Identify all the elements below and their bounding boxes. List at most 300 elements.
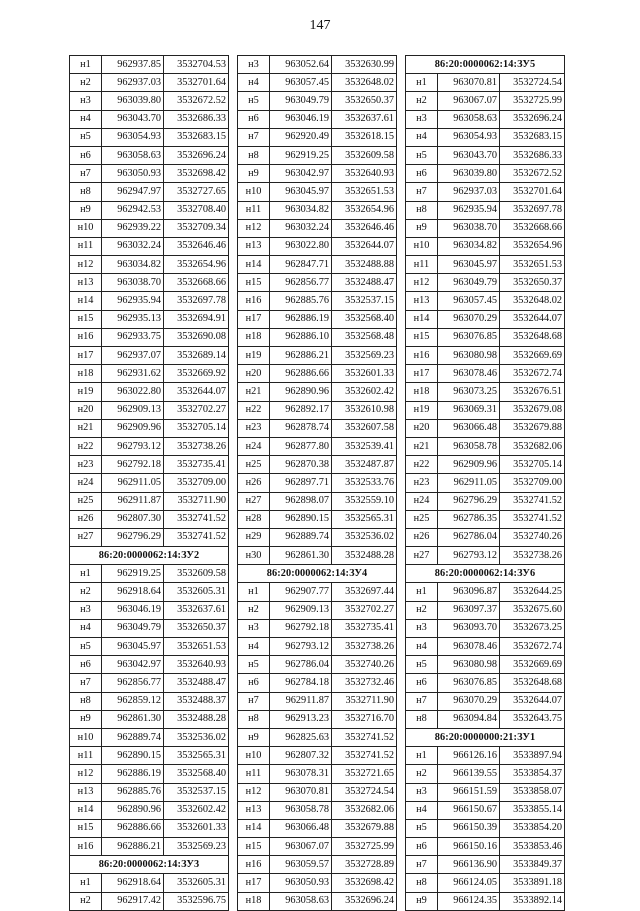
x-coordinate: 966126.16 <box>438 747 500 765</box>
point-label: н15 <box>238 274 270 292</box>
x-coordinate: 963050.93 <box>102 165 164 183</box>
point-label: н10 <box>238 183 270 201</box>
point-label: н19 <box>238 347 270 365</box>
point-label: н18 <box>238 892 270 910</box>
point-label: н6 <box>406 674 438 692</box>
x-coordinate: 962890.96 <box>102 801 164 819</box>
coordinate-row <box>70 601 229 619</box>
point-label: н13 <box>70 274 102 292</box>
coordinate-row <box>238 110 397 128</box>
coordinate-row <box>70 710 229 728</box>
x-coordinate: 963039.80 <box>102 92 164 110</box>
parcel-header-row <box>70 856 229 874</box>
x-coordinate: 963054.93 <box>438 128 500 146</box>
x-coordinate: 962793.12 <box>270 638 332 656</box>
point-label: н9 <box>70 710 102 728</box>
point-label: н9 <box>406 892 438 910</box>
x-coordinate: 963038.70 <box>102 274 164 292</box>
coordinate-row <box>406 274 565 292</box>
y-coordinate: 3532651.53 <box>332 183 397 201</box>
x-coordinate: 963057.45 <box>270 74 332 92</box>
x-coordinate: 962913.23 <box>270 710 332 728</box>
y-coordinate: 3532711.90 <box>332 692 397 710</box>
x-coordinate: 962907.77 <box>270 583 332 601</box>
point-label: н5 <box>70 638 102 656</box>
coordinate-row <box>406 583 565 601</box>
coordinate-row <box>406 365 565 383</box>
y-coordinate: 3532644.25 <box>500 583 565 601</box>
y-coordinate: 3533858.07 <box>500 783 565 801</box>
coordinate-row <box>406 656 565 674</box>
point-label: н7 <box>406 856 438 874</box>
x-coordinate: 962856.77 <box>102 674 164 692</box>
y-coordinate: 3532601.33 <box>332 365 397 383</box>
y-coordinate: 3532698.42 <box>164 165 229 183</box>
coordinate-row <box>406 838 565 856</box>
y-coordinate: 3532654.96 <box>332 201 397 219</box>
point-label: н10 <box>238 747 270 765</box>
coordinate-row <box>406 819 565 837</box>
coordinate-row <box>238 56 397 74</box>
x-coordinate: 963096.87 <box>438 583 500 601</box>
coordinate-row <box>238 728 397 746</box>
y-coordinate: 3532725.99 <box>500 92 565 110</box>
x-coordinate: 962807.32 <box>270 747 332 765</box>
x-coordinate: 963045.97 <box>438 256 500 274</box>
point-label: н22 <box>70 437 102 455</box>
coordinate-row <box>238 365 397 383</box>
y-coordinate: 3532705.14 <box>164 419 229 437</box>
coordinate-row <box>238 674 397 692</box>
coordinate-row <box>70 219 229 237</box>
coordinate-row <box>238 128 397 146</box>
x-coordinate: 962911.05 <box>438 474 500 492</box>
point-label: н20 <box>70 401 102 419</box>
y-coordinate: 3532488.47 <box>164 674 229 692</box>
point-label: н1 <box>238 583 270 601</box>
x-coordinate: 963066.48 <box>270 819 332 837</box>
y-coordinate: 3532648.68 <box>500 674 565 692</box>
y-coordinate: 3532640.93 <box>332 165 397 183</box>
coordinate-row <box>406 765 565 783</box>
coordinate-row <box>238 92 397 110</box>
x-coordinate: 962786.04 <box>438 528 500 546</box>
point-label: н15 <box>406 328 438 346</box>
y-coordinate: 3532741.52 <box>332 747 397 765</box>
x-coordinate: 963043.70 <box>102 110 164 128</box>
point-label: н2 <box>70 583 102 601</box>
x-coordinate: 962909.96 <box>438 456 500 474</box>
x-coordinate: 962786.04 <box>270 656 332 674</box>
y-coordinate: 3532668.66 <box>164 274 229 292</box>
coordinate-row <box>238 583 397 601</box>
coordinate-row <box>406 547 565 565</box>
x-coordinate: 963058.63 <box>438 110 500 128</box>
x-coordinate: 963078.46 <box>438 365 500 383</box>
point-label: н18 <box>238 328 270 346</box>
point-label: н10 <box>406 237 438 255</box>
point-label: н26 <box>406 528 438 546</box>
coordinate-row <box>406 219 565 237</box>
coordinate-row <box>238 74 397 92</box>
y-coordinate: 3532701.64 <box>164 74 229 92</box>
x-coordinate: 962942.53 <box>102 201 164 219</box>
y-coordinate: 3532698.42 <box>332 874 397 892</box>
x-coordinate: 962825.63 <box>270 728 332 746</box>
point-label: н23 <box>70 456 102 474</box>
x-coordinate: 963039.80 <box>438 165 500 183</box>
point-label: н2 <box>70 892 102 910</box>
coordinate-row <box>406 801 565 819</box>
y-coordinate: 3532650.37 <box>332 92 397 110</box>
x-coordinate: 963097.37 <box>438 601 500 619</box>
coordinate-row <box>406 492 565 510</box>
coordinate-row <box>70 292 229 310</box>
coordinate-row <box>70 110 229 128</box>
y-coordinate: 3532648.02 <box>500 292 565 310</box>
x-coordinate: 962935.94 <box>438 201 500 219</box>
coordinate-row <box>406 74 565 92</box>
point-label: н3 <box>238 619 270 637</box>
point-label: н16 <box>406 347 438 365</box>
coordinate-row <box>238 656 397 674</box>
point-label: н4 <box>238 638 270 656</box>
y-coordinate: 3532568.40 <box>332 310 397 328</box>
point-label: н16 <box>238 856 270 874</box>
coordinate-row <box>238 401 397 419</box>
point-label: н16 <box>238 292 270 310</box>
coordinate-row <box>406 419 565 437</box>
x-coordinate: 963058.63 <box>270 892 332 910</box>
point-label: н8 <box>70 183 102 201</box>
point-label: н9 <box>238 728 270 746</box>
point-label: н12 <box>70 256 102 274</box>
y-coordinate: 3532672.52 <box>164 92 229 110</box>
y-coordinate: 3532689.14 <box>164 347 229 365</box>
coordinate-row <box>70 492 229 510</box>
x-coordinate: 963058.78 <box>270 801 332 819</box>
y-coordinate: 3532696.24 <box>332 892 397 910</box>
point-label: н18 <box>406 383 438 401</box>
coordinate-row <box>70 619 229 637</box>
coordinate-row <box>70 383 229 401</box>
y-coordinate: 3532637.61 <box>332 110 397 128</box>
coordinate-row <box>406 747 565 765</box>
x-coordinate: 963076.85 <box>438 328 500 346</box>
x-coordinate: 963080.98 <box>438 347 500 365</box>
x-coordinate: 962793.12 <box>438 547 500 565</box>
point-label: н11 <box>238 201 270 219</box>
coordinate-row <box>238 819 397 837</box>
x-coordinate: 962909.13 <box>102 401 164 419</box>
point-label: н24 <box>238 437 270 455</box>
y-coordinate: 3532610.98 <box>332 401 397 419</box>
point-label: н5 <box>70 128 102 146</box>
y-coordinate: 3532716.70 <box>332 710 397 728</box>
x-coordinate: 963070.29 <box>438 692 500 710</box>
coordinate-row <box>70 401 229 419</box>
x-coordinate: 963050.93 <box>270 874 332 892</box>
coordinate-row <box>70 819 229 837</box>
y-coordinate: 3532683.15 <box>500 128 565 146</box>
x-coordinate: 963046.19 <box>102 601 164 619</box>
y-coordinate: 3533853.46 <box>500 838 565 856</box>
coordinate-row <box>406 710 565 728</box>
y-coordinate: 3532697.44 <box>332 583 397 601</box>
coordinate-row <box>70 656 229 674</box>
y-coordinate: 3532738.26 <box>164 437 229 455</box>
x-coordinate: 962911.87 <box>270 692 332 710</box>
coordinate-row <box>238 601 397 619</box>
y-coordinate: 3532701.64 <box>500 183 565 201</box>
point-label: н27 <box>238 492 270 510</box>
parcel-cadastral-number: 86:20:0000062:14:ЗУ3 <box>70 856 229 874</box>
point-label: н7 <box>70 674 102 692</box>
y-coordinate: 3532533.76 <box>332 474 397 492</box>
y-coordinate: 3532724.54 <box>500 74 565 92</box>
coordinate-row <box>70 456 229 474</box>
coordinate-row <box>238 256 397 274</box>
x-coordinate: 963038.70 <box>438 219 500 237</box>
y-coordinate: 3533854.37 <box>500 765 565 783</box>
y-coordinate: 3532683.15 <box>164 128 229 146</box>
y-coordinate: 3532686.33 <box>500 146 565 164</box>
coordinate-row <box>238 201 397 219</box>
y-coordinate: 3532738.26 <box>332 638 397 656</box>
point-label: н10 <box>70 728 102 746</box>
x-coordinate: 962931.62 <box>102 365 164 383</box>
point-label: н1 <box>406 747 438 765</box>
x-coordinate: 962939.22 <box>102 219 164 237</box>
coordinate-row <box>70 419 229 437</box>
coordinate-columns <box>69 55 565 911</box>
coordinate-row <box>238 419 397 437</box>
y-coordinate: 3532724.54 <box>332 783 397 801</box>
parcel-header-row <box>406 565 565 583</box>
point-label: н12 <box>238 783 270 801</box>
y-coordinate: 3532711.90 <box>164 492 229 510</box>
x-coordinate: 962886.19 <box>270 310 332 328</box>
point-label: н25 <box>406 510 438 528</box>
y-coordinate: 3532708.40 <box>164 201 229 219</box>
point-label: н9 <box>70 201 102 219</box>
x-coordinate: 962937.85 <box>102 56 164 74</box>
coordinate-row <box>406 183 565 201</box>
x-coordinate: 963034.82 <box>438 237 500 255</box>
y-coordinate: 3532709.34 <box>164 219 229 237</box>
point-label: н2 <box>406 601 438 619</box>
x-coordinate: 963022.80 <box>270 237 332 255</box>
coordinate-row <box>238 747 397 765</box>
y-coordinate: 3533855.14 <box>500 801 565 819</box>
x-coordinate: 963032.24 <box>102 237 164 255</box>
point-label: н12 <box>70 765 102 783</box>
y-coordinate: 3532673.25 <box>500 619 565 637</box>
x-coordinate: 966151.59 <box>438 783 500 801</box>
y-coordinate: 3532704.53 <box>164 56 229 74</box>
x-coordinate: 962937.03 <box>102 74 164 92</box>
coordinate-row <box>238 510 397 528</box>
y-coordinate: 3532741.52 <box>164 528 229 546</box>
point-label: н14 <box>70 292 102 310</box>
point-label: н1 <box>70 565 102 583</box>
coordinate-row <box>70 274 229 292</box>
parcel-header-row <box>406 728 565 746</box>
coordinate-row <box>238 328 397 346</box>
y-coordinate: 3532537.15 <box>164 783 229 801</box>
x-coordinate: 962918.64 <box>102 874 164 892</box>
point-label: н23 <box>406 474 438 492</box>
point-label: н1 <box>406 583 438 601</box>
coordinate-row <box>406 528 565 546</box>
y-coordinate: 3532643.75 <box>500 710 565 728</box>
x-coordinate: 962886.10 <box>270 328 332 346</box>
y-coordinate: 3532727.65 <box>164 183 229 201</box>
point-label: н5 <box>406 146 438 164</box>
x-coordinate: 963042.97 <box>270 165 332 183</box>
coordinate-row <box>406 892 565 910</box>
x-coordinate: 963093.70 <box>438 619 500 637</box>
point-label: н26 <box>70 510 102 528</box>
y-coordinate: 3532675.60 <box>500 601 565 619</box>
x-coordinate: 962937.03 <box>438 183 500 201</box>
y-coordinate: 3532648.68 <box>500 328 565 346</box>
point-label: н15 <box>70 310 102 328</box>
point-label: н17 <box>238 874 270 892</box>
point-label: н2 <box>406 92 438 110</box>
point-label: н14 <box>238 256 270 274</box>
coordinate-row <box>70 183 229 201</box>
x-coordinate: 966150.39 <box>438 819 500 837</box>
parcel-cadastral-number: 86:20:0000000:21:ЗУ1 <box>406 728 565 746</box>
x-coordinate: 963049.79 <box>102 619 164 637</box>
y-coordinate: 3532705.14 <box>500 456 565 474</box>
y-coordinate: 3532669.69 <box>500 656 565 674</box>
coordinate-row <box>406 474 565 492</box>
y-coordinate: 3532537.15 <box>332 292 397 310</box>
y-coordinate: 3532569.23 <box>332 347 397 365</box>
parcel-cadastral-number: 86:20:0000062:14:ЗУ6 <box>406 565 565 583</box>
x-coordinate: 962796.29 <box>438 492 500 510</box>
coordinate-row <box>238 801 397 819</box>
x-coordinate: 963070.81 <box>270 783 332 801</box>
coordinate-row <box>238 547 397 565</box>
x-coordinate: 963052.64 <box>270 56 332 74</box>
x-coordinate: 963057.45 <box>438 292 500 310</box>
x-coordinate: 963034.82 <box>270 201 332 219</box>
point-label: н13 <box>238 237 270 255</box>
coordinate-row <box>238 474 397 492</box>
x-coordinate: 963067.07 <box>270 838 332 856</box>
point-label: н22 <box>238 401 270 419</box>
x-coordinate: 962856.77 <box>270 274 332 292</box>
y-coordinate: 3532676.51 <box>500 383 565 401</box>
y-coordinate: 3532602.42 <box>332 383 397 401</box>
y-coordinate: 3532697.78 <box>164 292 229 310</box>
point-label: н21 <box>238 383 270 401</box>
point-label: н11 <box>238 765 270 783</box>
y-coordinate: 3532672.52 <box>500 165 565 183</box>
coordinate-row <box>406 619 565 637</box>
x-coordinate: 962796.29 <box>102 528 164 546</box>
x-coordinate: 962792.18 <box>102 456 164 474</box>
point-label: н19 <box>70 383 102 401</box>
y-coordinate: 3532732.46 <box>332 674 397 692</box>
coordinate-row <box>406 401 565 419</box>
x-coordinate: 962935.94 <box>102 292 164 310</box>
x-coordinate: 963058.78 <box>438 437 500 455</box>
y-coordinate: 3532654.96 <box>500 237 565 255</box>
point-label: н2 <box>70 74 102 92</box>
y-coordinate: 3532646.46 <box>332 219 397 237</box>
y-coordinate: 3532696.24 <box>500 110 565 128</box>
x-coordinate: 962890.15 <box>102 747 164 765</box>
coordinate-row <box>406 856 565 874</box>
x-coordinate: 963045.97 <box>270 183 332 201</box>
coordinate-row <box>70 583 229 601</box>
point-label: н6 <box>70 146 102 164</box>
coordinate-row <box>406 692 565 710</box>
coordinate-row <box>406 310 565 328</box>
x-coordinate: 962889.74 <box>102 728 164 746</box>
x-coordinate: 963070.81 <box>438 74 500 92</box>
coordinate-row <box>238 528 397 546</box>
y-coordinate: 3532735.41 <box>164 456 229 474</box>
coordinate-table-column-1 <box>69 55 229 911</box>
y-coordinate: 3532646.46 <box>164 237 229 255</box>
point-label: н14 <box>70 801 102 819</box>
x-coordinate: 962886.66 <box>102 819 164 837</box>
y-coordinate: 3532605.31 <box>164 874 229 892</box>
y-coordinate: 3532607.58 <box>332 419 397 437</box>
point-label: н6 <box>238 110 270 128</box>
y-coordinate: 3532605.31 <box>164 583 229 601</box>
parcel-header-row <box>406 56 565 74</box>
coordinate-row <box>70 146 229 164</box>
point-label: н4 <box>406 638 438 656</box>
point-label: н7 <box>406 692 438 710</box>
point-label: н9 <box>238 165 270 183</box>
y-coordinate: 3532609.58 <box>164 565 229 583</box>
x-coordinate: 962890.96 <box>270 383 332 401</box>
y-coordinate: 3532702.27 <box>164 401 229 419</box>
point-label: н1 <box>406 74 438 92</box>
y-coordinate: 3532602.42 <box>164 801 229 819</box>
point-label: н5 <box>238 656 270 674</box>
coordinate-row <box>238 183 397 201</box>
x-coordinate: 962886.66 <box>270 365 332 383</box>
coordinate-row <box>406 674 565 692</box>
point-label: н8 <box>406 710 438 728</box>
point-label: н3 <box>406 783 438 801</box>
y-coordinate: 3532679.08 <box>500 401 565 419</box>
x-coordinate: 966139.55 <box>438 765 500 783</box>
point-label: н8 <box>406 201 438 219</box>
point-label: н4 <box>238 74 270 92</box>
y-coordinate: 3532682.06 <box>332 801 397 819</box>
coordinate-row <box>70 128 229 146</box>
point-label: н5 <box>238 92 270 110</box>
x-coordinate: 962919.25 <box>270 146 332 164</box>
x-coordinate: 962878.74 <box>270 419 332 437</box>
point-label: н8 <box>238 146 270 164</box>
point-label: н25 <box>238 456 270 474</box>
point-label: н11 <box>70 747 102 765</box>
coordinate-row <box>70 765 229 783</box>
point-label: н6 <box>238 674 270 692</box>
x-coordinate: 962793.12 <box>102 437 164 455</box>
y-coordinate: 3532630.99 <box>332 56 397 74</box>
